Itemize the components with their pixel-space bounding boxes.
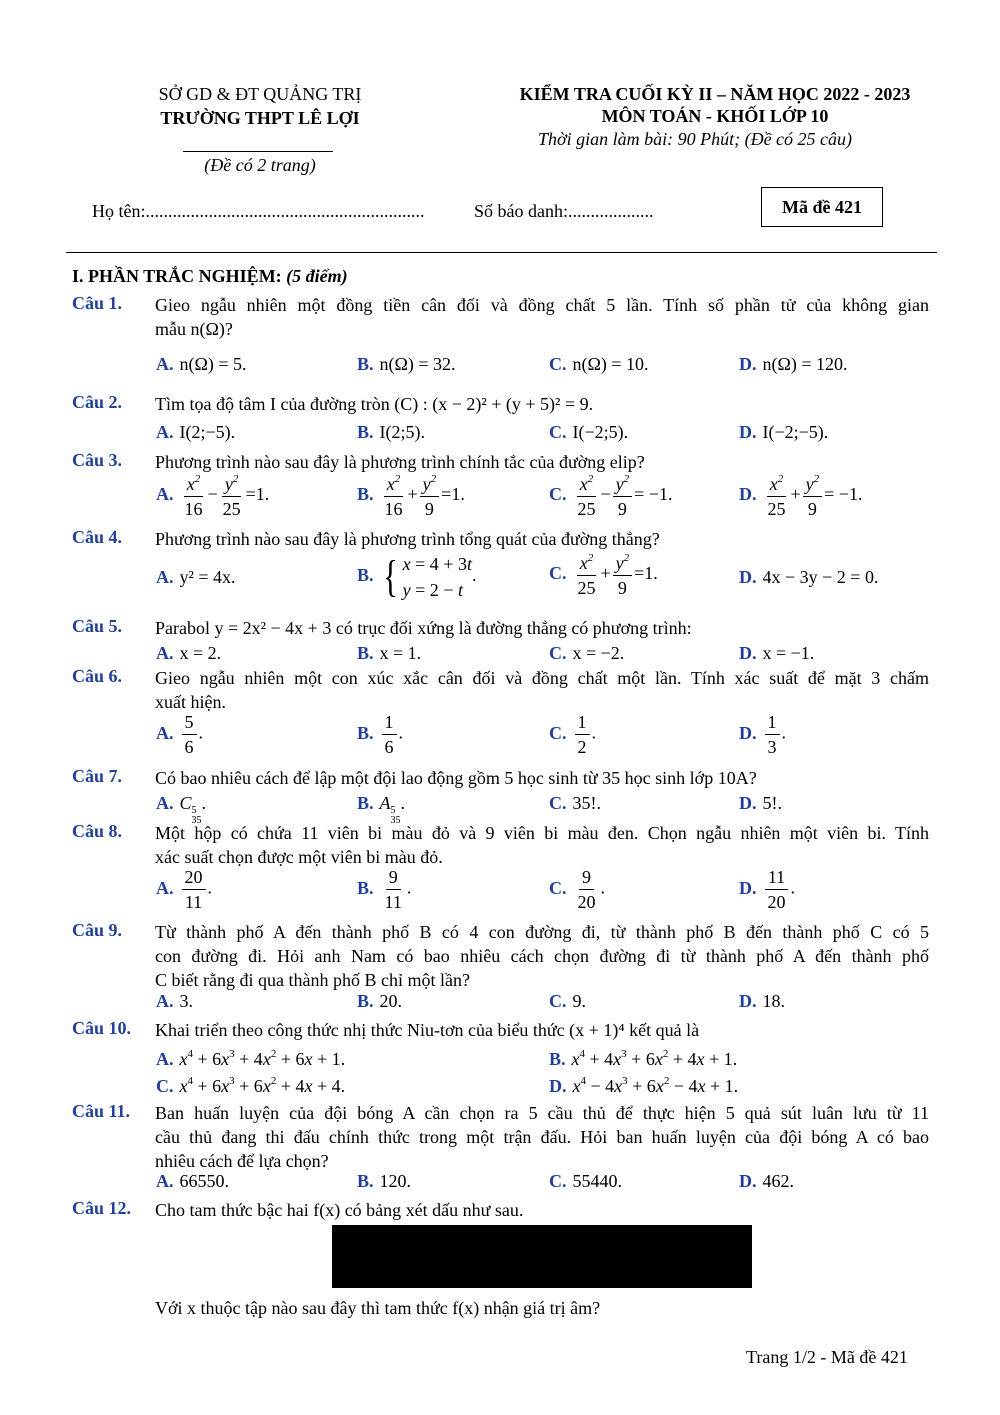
student-name-field: Họ tên:..............................................................	[92, 201, 425, 221]
q3-option-a[interactable]: A. $\frac{x^2}{16}$ − $\frac{y^2}{25}$ =1.	[156, 473, 270, 519]
q11-option-c-text: 55440.	[572, 1171, 622, 1191]
q9-line3: C biết rằng đi qua thành phố B chỉ một lần?	[155, 970, 470, 990]
q4-option-a-text: y² = 4x.	[179, 567, 236, 587]
q3-option-c[interactable]: C. $\frac{x^2}{25}$ − $\frac{y^2}{9}$ = −1.	[549, 473, 673, 519]
q12-number: Câu 12.	[72, 1198, 132, 1218]
q8-option-a[interactable]: A. $\frac{20}{11}$ .	[156, 867, 212, 912]
q11-option-a-text: 66550.	[179, 1171, 229, 1191]
q11-line2: cầu thủ đang thi đấu chính thức trong một trận đấu. Hỏi ban huấn luyện của đội bóng A có bao	[155, 1127, 929, 1147]
q10-option-a[interactable]: A. $x^4 + 6x^3 + 4x^2 + 6x + 1$.	[156, 1048, 346, 1069]
q11-option-c[interactable]: C. 55440.	[549, 1171, 622, 1191]
q1-line1: Gieo ngẫu nhiên một đồng tiền cân đối và đồng chất 5 lần. Tính số phần tử của không gian	[155, 295, 929, 315]
q7-text: Có bao nhiêu cách để lập một đội lao động gồm 5 học sinh từ 35 học sinh lớp 10A?	[155, 768, 757, 788]
q7-number: Câu 7.	[72, 766, 123, 786]
q3-option-b[interactable]: B. $\frac{x^2}{16}$ + $\frac{y^2}{9}$ =1.	[357, 473, 465, 519]
q9-text	[155, 920, 929, 992]
q5-option-d[interactable]: D. x = −1.	[739, 643, 815, 663]
q5-option-b[interactable]: B. x = 1.	[357, 643, 422, 663]
exam-duration: Thời gian làm bài: 90 Phút; (Đề có 25 câu)	[537, 129, 853, 149]
q6-text	[155, 666, 929, 714]
q6-option-c[interactable]: C. $\frac{1}{2}$ .	[549, 712, 596, 757]
q2-text: Tìm tọa độ tâm I của đường tròn (C) : (x − 2)² + (y + 5)² = 9.	[155, 394, 594, 414]
q2-option-a-text: I(2;−5).	[179, 422, 236, 442]
q6-option-d[interactable]: D. $\frac{1}{3}$ .	[739, 712, 786, 757]
q9-number: Câu 9.	[72, 920, 123, 940]
q11-number: Câu 11.	[72, 1101, 131, 1121]
q1-option-c[interactable]: C. n(Ω) = 10.	[549, 354, 649, 374]
q1-text	[155, 293, 929, 341]
q4-option-c[interactable]: C. $\frac{x^2}{25}$ + $\frac{y^2}{9}$ =1.	[549, 552, 658, 598]
q9-option-a[interactable]: A. 3.	[156, 991, 193, 1011]
q11-text	[155, 1101, 929, 1173]
section-title: I. PHẦN TRẮC NGHIỆM:	[72, 266, 282, 286]
q1-option-b[interactable]: B. n(Ω) = 32.	[357, 354, 456, 374]
q4-option-d-text: 4x − 3y − 2 = 0.	[762, 567, 879, 587]
q8-number: Câu 8.	[72, 821, 123, 841]
q10-option-c[interactable]: C. $x^4 + 6x^3 + 6x^2 + 4x + 4$.	[156, 1075, 346, 1096]
q1-line2: mẫu n(Ω)?	[155, 319, 233, 339]
exam-title: KIỂM TRA CUỐI KỲ II – NĂM HỌC 2022 - 2023	[519, 84, 911, 104]
q2-option-c-text: I(−2;5).	[572, 422, 629, 442]
q11-option-a[interactable]: A. 66550.	[156, 1171, 229, 1191]
dept-name: SỞ GD & ĐT QUẢNG TRỊ	[158, 84, 362, 104]
q2-option-b-text: I(2;5).	[379, 422, 425, 442]
q7-option-c-text: 35!.	[572, 793, 601, 813]
q8-text	[155, 821, 929, 869]
q4-option-d[interactable]: D. 4x − 3y − 2 = 0.	[739, 567, 879, 587]
q4-number: Câu 4.	[72, 527, 123, 547]
q2-number: Câu 2.	[72, 392, 123, 412]
q5-option-c-text: x = −2.	[572, 643, 625, 663]
student-id-field: Số báo danh:...................	[474, 201, 654, 221]
q9-option-a-text: 3.	[179, 991, 193, 1011]
q4-option-b[interactable]: B. { x = 4 + 3t y = 2 − t .	[357, 552, 477, 601]
q7-option-d-text: 5!.	[762, 793, 782, 813]
q9-option-b[interactable]: B. 20.	[357, 991, 403, 1011]
q11-line1: Ban huấn luyện của đội bóng A cần chọn ra 5 cầu thủ để thực hiện 5 quả sút luân lưu từ 11	[155, 1103, 929, 1123]
school-name: TRƯỜNG THPT LÊ LỢI	[160, 108, 360, 128]
header-divider	[183, 151, 333, 152]
q5-option-a-text: x = 2.	[179, 643, 222, 663]
q6-number: Câu 6.	[72, 666, 123, 686]
q9-option-b-text: 20.	[379, 991, 403, 1011]
q1-option-d-text: n(Ω) = 120.	[762, 354, 848, 374]
q2-option-c[interactable]: C. I(−2;5).	[549, 422, 629, 442]
q9-option-c-text: 9.	[572, 991, 586, 1011]
q1-option-c-text: n(Ω) = 10.	[572, 354, 649, 374]
q11-option-d[interactable]: D. 462.	[739, 1171, 794, 1191]
q10-option-d[interactable]: D. $x^4 - 4x^3 + 6x^2 - 4x + 1$.	[549, 1075, 739, 1096]
q7-option-a[interactable]: A. C 5 35 .	[156, 793, 207, 826]
q12-text: Cho tam thức bậc hai f(x) có bảng xét dấu như sau.	[155, 1200, 524, 1220]
q4-option-a[interactable]: A. y² = 4x.	[156, 567, 236, 587]
q3-text: Phương trình nào sau đây là phương trình chính tắc của đường elip?	[155, 452, 645, 472]
q8-option-b[interactable]: B. $\frac{9}{11}$ .	[357, 867, 412, 912]
q8-option-c[interactable]: C. $\frac{9}{20}$ .	[549, 867, 605, 912]
q10-text: Khai triển theo công thức nhị thức Niu-tơn của biểu thức (x + 1)⁴ kết quả là	[155, 1020, 700, 1040]
q2-option-d-text: I(−2;−5).	[762, 422, 829, 442]
q5-option-b-text: x = 1.	[379, 643, 422, 663]
q9-line1: Từ thành phố A đến thành phố B có 4 con đường đi, từ thành phố B đến thành phố C có 5	[155, 922, 929, 942]
q9-line2: con đường đi. Hỏi anh Nam có bao nhiêu cách chọn đường đi từ thành phố A đến thành phố	[155, 946, 929, 966]
q7-option-d[interactable]: D. 5!.	[739, 793, 782, 813]
q11-option-b-text: 120.	[379, 1171, 412, 1191]
q11-option-d-text: 462.	[762, 1171, 794, 1191]
q2-option-d[interactable]: D. I(−2;−5).	[739, 422, 829, 442]
q5-number: Câu 5.	[72, 616, 123, 636]
q10-option-b[interactable]: B. $x^4 + 4x^3 + 6x^2 + 4x + 1$.	[549, 1048, 738, 1069]
q6-line2: xuất hiện.	[155, 692, 226, 712]
q9-option-d-text: 18.	[762, 991, 785, 1011]
q5-text: Parabol y = 2x² − 4x + 3 có trục đối xứng là đường thẳng có phương trình:	[155, 618, 692, 638]
q9-option-d[interactable]: D. 18.	[739, 991, 785, 1011]
q9-option-c[interactable]: C. 9.	[549, 991, 586, 1011]
exam-code-box: Mã đề 421	[761, 187, 883, 227]
q1-option-d[interactable]: D. n(Ω) = 120.	[739, 354, 848, 374]
q3-option-d[interactable]: D. $\frac{x^2}{25}$ + $\frac{y^2}{9}$ = −1.	[739, 473, 863, 519]
q1-option-a[interactable]: A. n(Ω) = 5.	[156, 354, 247, 374]
q2-option-a[interactable]: A. I(2;−5).	[156, 422, 236, 442]
q11-line3: nhiêu cách để lựa chọn?	[155, 1151, 329, 1171]
q8-line1: Một hộp có chứa 11 viên bi màu đỏ và 9 viên bi màu đen. Chọn ngẫu nhiên một viên bi. Tính	[155, 823, 929, 843]
subject-title: MÔN TOÁN - KHỐI LỚP 10	[601, 106, 829, 126]
q12-followup: Với x thuộc tập nào sau đây thì tam thức f(x) nhận giá trị âm?	[155, 1298, 601, 1318]
page-footer: Trang 1/2 - Mã đề 421	[746, 1347, 908, 1367]
q8-line2: xác suất chọn được một viên bi màu đỏ.	[155, 847, 443, 867]
q11-option-b[interactable]: B. 120.	[357, 1171, 412, 1191]
q7-option-b[interactable]: B. A 5 35 .	[357, 793, 406, 826]
q6-line1: Gieo ngẫu nhiên một con xúc xắc cân đối và đồng chất một lần. Tính xác suất để mặt 3 chấm	[155, 668, 929, 688]
q7-option-c[interactable]: C. 35!.	[549, 793, 601, 813]
header-rule	[66, 252, 937, 253]
q6-option-b[interactable]: B. $\frac{1}{6}$ .	[357, 712, 404, 757]
q3-number: Câu 3.	[72, 450, 123, 470]
page-count-note: (Đề có 2 trang)	[204, 155, 316, 175]
q5-option-c[interactable]: C. x = −2.	[549, 643, 625, 663]
q1-option-b-text: n(Ω) = 32.	[379, 354, 456, 374]
q4-text: Phương trình nào sau đây là phương trình tổng quát của đường thẳng?	[155, 529, 660, 549]
q8-option-d[interactable]: D. $\frac{11}{20}$ .	[739, 867, 795, 912]
q10-number: Câu 10.	[72, 1018, 132, 1038]
q2-option-b[interactable]: B. I(2;5).	[357, 422, 425, 442]
q5-option-d-text: x = −1.	[762, 643, 815, 663]
section-heading	[72, 266, 348, 287]
section-points: (5 điểm)	[286, 266, 348, 286]
q6-option-a[interactable]: A. $\frac{5}{6}$ .	[156, 712, 203, 757]
q5-option-a[interactable]: A. x = 2.	[156, 643, 222, 663]
q1-number: Câu 1.	[72, 293, 123, 313]
sign-table-redacted	[332, 1225, 752, 1288]
q1-option-a-text: n(Ω) = 5.	[179, 354, 247, 374]
